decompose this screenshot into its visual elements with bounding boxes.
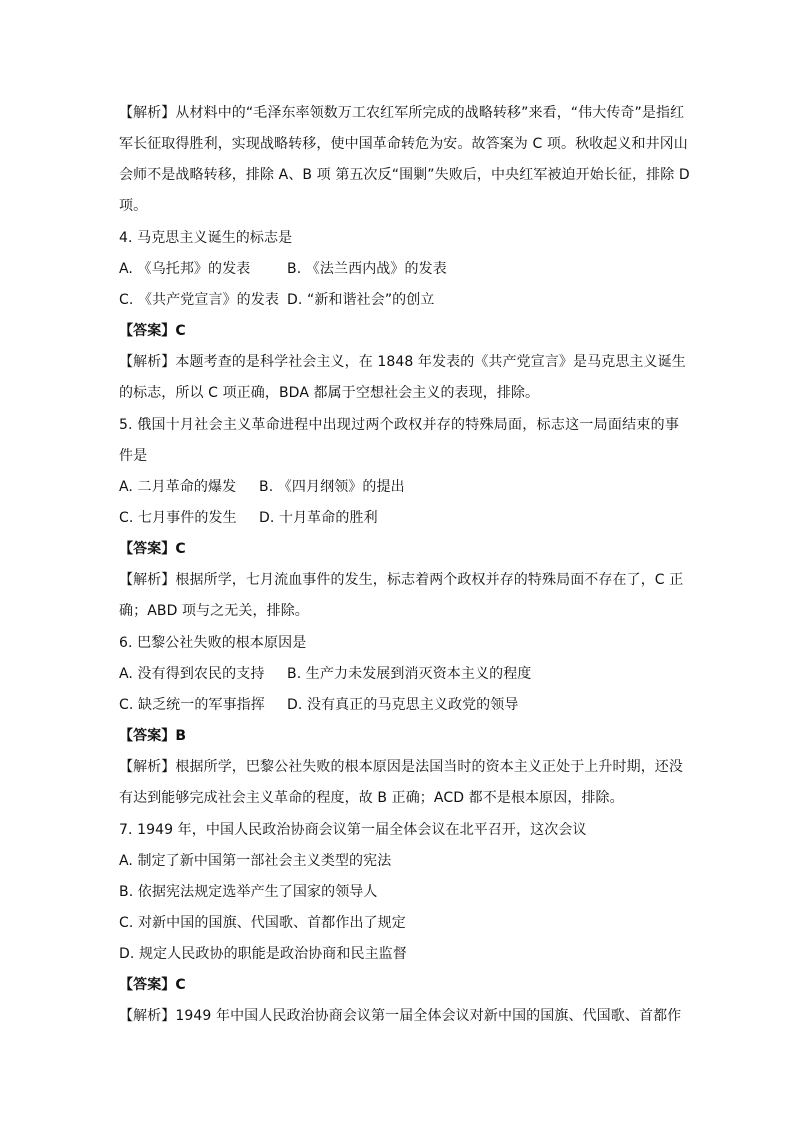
- option-a: A. 制定了新中国第一部社会主义类型的宪法: [119, 853, 392, 869]
- option-b: B. 依据宪法规定选举产生了国家的领导人: [119, 884, 378, 900]
- analysis-line: 军长征取得胜利，实现战略转移，使中国革命转危为安。故答案为 C 项。秋收起义和井冈山: [119, 136, 688, 152]
- option-b: B. 《四月纲领》的提出: [259, 479, 405, 495]
- question-stem: 5. 俄国十月社会主义革命进程中出现过两个政权并存的特殊局面，标志这一局面结束的事: [119, 417, 679, 433]
- analysis-line: 的标志，所以 C 项正确，BDA 都属于空想社会主义的表现，排除。: [119, 385, 540, 401]
- answer-line: 【答案】B: [119, 728, 187, 744]
- option-b: B. 生产力未发展到消灭资本主义的程度: [287, 666, 532, 682]
- options-row: [119, 664, 679, 684]
- analysis-line: 确；ABD 项与之无关，排除。: [119, 603, 309, 619]
- answer-line: 【答案】C: [119, 323, 186, 339]
- options-row: [119, 290, 679, 310]
- option-c: C. 对新中国的国旗、代国歌、首都作出了规定: [119, 915, 406, 931]
- options-row: [119, 259, 679, 279]
- option-d: D. 十月革命的胜利: [259, 510, 378, 526]
- option-a: A. 没有得到农民的支持: [119, 666, 265, 682]
- options-row: [119, 695, 679, 715]
- analysis-line: 【解析】1949 年中国人民政治协商会议第一届全体会议对新中国的国旗、代国歌、首都作: [119, 1008, 682, 1024]
- analysis-line: 会师不是战略转移，排除 A、B 项 第五次反“围剿”失败后，中央红军被迫开始长征，排除 D: [119, 167, 690, 183]
- answer-line: 【答案】C: [119, 541, 186, 557]
- answer-line: 【答案】C: [119, 977, 186, 993]
- option-d: D. 没有真正的马克思主义政党的领导: [287, 697, 519, 713]
- analysis-line: 【解析】根据所学，七月流血事件的发生，标志着两个政权并存的特殊局面不存在了，C 正: [119, 572, 684, 588]
- question-stem: 件是: [119, 448, 148, 464]
- option-a: A. 二月革命的爆发: [119, 479, 237, 495]
- analysis-line: 【解析】本题考查的是科学社会主义，在 1848 年发表的《共产党宣言》是马克思主义诞生: [119, 354, 686, 370]
- analysis-line: 有达到能够完成社会主义革命的程度，故 B 正确；ACD 都不是根本原因，排除。: [119, 790, 624, 806]
- option-d: D. “新和谐社会”的创立: [287, 292, 435, 308]
- options-row: [119, 508, 679, 528]
- options-row: [119, 477, 679, 497]
- analysis-line: 【解析】根据所学，巴黎公社失败的根本原因是法国当时的资本主义正处于上升时期，还没: [119, 759, 683, 775]
- question-stem: 4. 马克思主义诞生的标志是: [119, 230, 293, 246]
- option-b: B. 《法兰西内战》的发表: [287, 261, 447, 277]
- option-c: C. 缺乏统一的军事指挥: [119, 697, 265, 713]
- question-stem: 7. 1949 年，中国人民政治协商会议第一届全体会议在北平召开，这次会议: [119, 822, 587, 838]
- question-stem: 6. 巴黎公社失败的根本原因是: [119, 635, 307, 651]
- option-a: A. 《乌托邦》的发表: [119, 261, 251, 277]
- analysis-line: 【解析】从材料中的“毛泽东率领数万工农红军所完成的战略转移”来看，“伟大传奇”是指红: [119, 105, 685, 121]
- option-c: C. 《共产党宣言》的发表: [119, 292, 279, 308]
- analysis-line: 项。: [119, 198, 148, 214]
- option-c: C. 七月事件的发生: [119, 510, 237, 526]
- option-d: D. 规定人民政协的职能是政治协商和民主监督: [119, 946, 407, 962]
